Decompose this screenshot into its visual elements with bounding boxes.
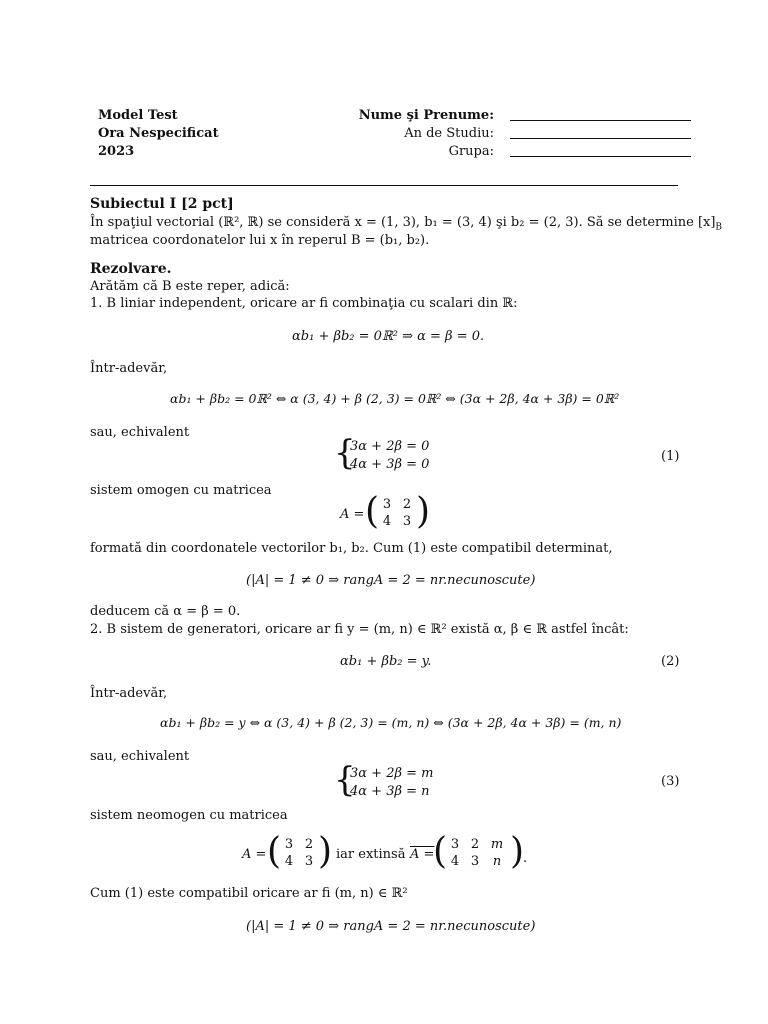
point-1: 1. B liniar independent, oricare ar fi combinaţia cu scalari din ℝ: (90, 296, 518, 311)
rank-statement-2: (|A| = 1 ≠ 0 ⇒ rangA = 2 = nr.necunoscute) (246, 919, 536, 934)
matrix-a-right-paren: ) (416, 491, 431, 532)
matrix-abar-cell: m (490, 837, 504, 852)
header-divider (90, 185, 678, 186)
matrix-a-label: A = (340, 507, 365, 522)
study-year-field-line[interactable] (510, 138, 691, 139)
matrix-a2-label: A = (242, 847, 267, 862)
matrix-a2-left-paren: ( (267, 831, 282, 872)
system-2-line1: 3α + 2β = m (350, 766, 434, 781)
equation-tag-2: (2) (661, 654, 680, 669)
matrix-a-left-paren: ( (365, 491, 380, 532)
compatible-text: Cum (1) este compatibil oricare ar fi (m, n) ∈ ℝ² (90, 886, 408, 901)
matrix-abar-right-paren: ) (510, 831, 525, 872)
solution-intro: Arătăm că B este reper, adică: (90, 279, 290, 294)
matrix-abar (448, 838, 508, 872)
eq-generators: αb₁ + βb₂ = y. (340, 654, 432, 669)
extended-label: iar extinsă (336, 847, 406, 862)
system-2-line2: 4α + 3β = n (350, 784, 430, 799)
matrix-a-cell: 4 (382, 514, 392, 529)
equivalent-2: sau, echivalent (90, 749, 190, 764)
subject-title: Subiectul I [2 pct] (90, 196, 234, 212)
matrix-a2-right-paren: ) (318, 831, 333, 872)
nonhomogeneous-text: sistem neomogen cu matricea (90, 808, 288, 823)
matrix-a-cell: 3 (402, 514, 412, 529)
header-course: Model Test (98, 108, 178, 123)
matrix-abar-cell: 2 (470, 837, 480, 852)
system-1-line1: 3α + 2β = 0 (350, 439, 430, 454)
equation-tag-3: (3) (661, 774, 680, 789)
name-field-line[interactable] (510, 120, 691, 121)
subject-statement-sub: B (715, 222, 723, 233)
matrix-a-cell: 2 (402, 497, 412, 512)
point-2: 2. B sistem de generatori, oricare ar fi y = (m, n) ∈ ℝ² există α, β ∈ ℝ astfel încât: (90, 622, 629, 637)
formed-text: formată din coordonatele vectorilor b₁, b₂. Cum (1) este compatibil determinat, (90, 541, 613, 556)
matrix-a2-cell: 4 (284, 854, 294, 869)
matrix-a2-cell: 3 (284, 837, 294, 852)
system-1-brace: { (334, 433, 356, 473)
group-label: Grupa: (448, 144, 494, 159)
matrix-a2-cell: 2 (304, 837, 314, 852)
eq-expand-1: αb₁ + βb₂ = 0ℝ² ⇔ α (3, 4) + β (2, 3) = 0ℝ² ⇔ (3α + 2β, 4α + 3β) = 0ℝ² (170, 391, 620, 406)
header-year: 2023 (98, 144, 135, 159)
system-2-brace: { (334, 760, 356, 800)
matrix-a2 (282, 838, 316, 872)
equivalent-1: sau, echivalent (90, 425, 190, 440)
matrix-a2-cell: 3 (304, 854, 314, 869)
homogeneous-text: sistem omogen cu matricea (90, 483, 272, 498)
matrix-a-cell: 3 (382, 497, 392, 512)
rank-statement-1: (|A| = 1 ≠ 0 ⇒ rangA = 2 = nr.necunoscute) (246, 573, 536, 588)
header-time: Ora Nespecificat (98, 126, 219, 141)
matrix-abar-left-paren: ( (433, 831, 448, 872)
indeed-2: Într-adevăr, (90, 686, 168, 701)
equation-tag-1: (1) (661, 449, 680, 464)
eq-independence: αb₁ + βb₂ = 0ℝ² ⇒ α = β = 0. (292, 329, 485, 344)
subject-statement-line2: matricea coordonatelor lui x în reperul B = (b₁, b₂). (90, 233, 430, 248)
matrix-abar-cell: n (492, 854, 502, 869)
solution-title: Rezolvare. (90, 261, 172, 277)
subject-statement-line1 (90, 216, 722, 233)
subject-statement-text: În spaţiul vectorial (ℝ², ℝ) se consideră x = (1, 3), b₁ = (3, 4) şi b₂ = (2, 3). Să se determine [x] (90, 215, 716, 230)
study-year-label: An de Studiu: (404, 126, 494, 141)
matrix-abar-label: A = (410, 847, 435, 862)
system-1-line2: 4α + 3β = 0 (350, 457, 430, 472)
matrix-a (380, 498, 414, 532)
matrix-abar-cell: 3 (450, 837, 460, 852)
deduce-text: deducem că α = β = 0. (90, 604, 241, 619)
group-field-line[interactable] (510, 156, 691, 157)
indeed-1: Într-adevăr, (90, 361, 168, 376)
eq-expand-2: αb₁ + βb₂ = y ⇔ α (3, 4) + β (2, 3) = (m, n) ⇔ (3α + 2β, 4α + 3β) = (m, n) (160, 715, 622, 730)
name-label: Nume şi Prenume: (358, 108, 494, 123)
matrix-final-dot: . (523, 851, 528, 866)
matrix-abar-cell: 3 (470, 854, 480, 869)
matrix-abar-cell: 4 (450, 854, 460, 869)
